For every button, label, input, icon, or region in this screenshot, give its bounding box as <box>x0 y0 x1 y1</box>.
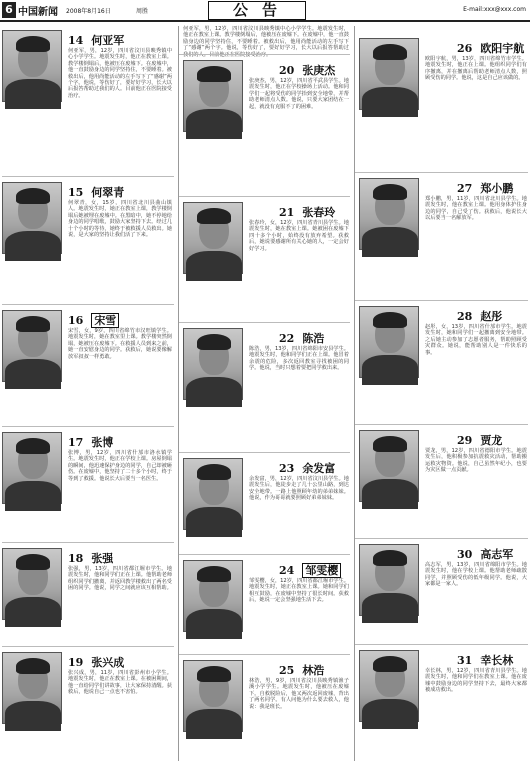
profile-text: 林浩，男，9岁，四川省汶川县映秀镇渔子溪小学学生。地震发生时，他被压在废墟下。自救脱险后，他又两次返回废墟，背出了两名同学。有人问他为什么要去救人，他说：我是班长。 <box>249 678 349 710</box>
profile-entry <box>359 34 528 172</box>
profile-name: 31 幸长林 <box>457 654 514 667</box>
profile-text: 何亚军，男，12岁，四川省汶川县映秀镇中心小学学生。地震发生时，他正在教室上课。教学楼倒塌后，他被压在废墟下。在废墟中，他一直鼓励身边的同学坚持住，不要睡着。被救出后，他用尚能活动的左手写下了“感谢”两个字。他说，等伤好了，要好好学习，长大以后报答帮助过我们的人。目前他正在医院接受治疗。 <box>68 48 172 99</box>
profile-name: 14 何亚军 <box>68 34 125 47</box>
portrait-photo <box>359 38 419 110</box>
profile-entry <box>359 646 528 760</box>
editor-name: 周胜 <box>136 8 149 15</box>
profile-entry <box>183 656 350 760</box>
profile-text: 欧阳宇航，男，13岁，四川省绵竹市学生。地震发生时，他正在上课。他组织同学们有序撤离，并在撤离后帮助老师清点人数，照顾受伤的同学。他说，这是自己应该做的。 <box>425 56 527 82</box>
profile-name: 15 何翠青 <box>68 186 125 199</box>
profile-name: 29 贾龙 <box>457 434 503 447</box>
profile-entry <box>359 174 528 300</box>
profile-text: 贾龙，男，12岁，四川省德阳市学生。地震发生后，他积极参加抗震救灾活动，帮助搬运救灾物资。他说，自己虽然年纪小，也要为灾区做一点贡献。 <box>425 448 527 474</box>
profile-name: 23 余发富 <box>279 462 336 475</box>
profile-entry <box>2 428 174 542</box>
profile-name: 24 邹雯樱 <box>279 562 341 578</box>
portrait-photo <box>183 202 243 274</box>
profile-entry <box>183 324 350 452</box>
profile-name: 28 赵彤 <box>457 310 503 323</box>
profile-name: 21 张春玲 <box>279 206 336 219</box>
profile-text: 陈浩，男，13岁，四川省绵阳市安县学生。地震发生时，他和同学们正在上课。他冒着余震的危险，多次返回教室寻找被困的同学。他说，当时只想着要把同学救出来。 <box>249 346 349 372</box>
profile-text: 宋雪，女，9岁，四川省绵竹市汉旺镇学生。地震发生时，她在教室里上课。教学楼突然倒塌，她被压在废墟下。在救援人员到来之前，她一直安慰身边的同学。获救后，她说要像解放军叔叔一样勇敢。 <box>68 328 172 360</box>
portrait-photo <box>359 650 419 722</box>
column-left <box>2 26 174 761</box>
portrait-photo <box>2 432 62 504</box>
profile-entry <box>2 178 174 304</box>
profile-name: 27 郑小鹏 <box>457 182 514 195</box>
profile-text: 张春玲，女，12岁，四川省青川县学生。地震发生时，她在教室上课。她被困在废墟下四十多个小时，始终没有放弃希望。获救后，她说要感谢所有关心她的人，一定会好好学习。 <box>249 220 349 252</box>
profile-text: 张强，男，13岁，四川省都江堰市学生。地震发生时，他和同学们正在上课。他帮助老师组织同学们撤离，并返回教学楼救出了两名受困的同学。他说，同学之间就应该互相帮助。 <box>68 566 172 592</box>
profile-name: 22 陈浩 <box>279 332 325 345</box>
profile-name: 18 张强 <box>68 552 114 565</box>
portrait-photo <box>2 548 62 620</box>
portrait-photo <box>2 310 62 382</box>
profile-name: 30 高志军 <box>457 548 514 561</box>
portrait-photo <box>2 182 62 254</box>
column-right <box>354 26 528 761</box>
page-header <box>0 0 530 22</box>
profile-name: 26 欧阳宇航 <box>457 42 525 55</box>
profile-text: 幸长林，男，12岁，四川省青川县学生。地震发生时，他和同学们在教室上课。他在废墟中鼓励身边的同学坚持下去，最终大家都被成功救出。 <box>425 668 527 694</box>
profile-entry <box>2 306 174 426</box>
portrait-photo <box>2 30 62 102</box>
profile-text: 张庚杰，男，12岁，四川省平武县学生。地震发生时，他正在学校操场上活动。他和同学们一起将受伤的同学抬到安全地带，并帮助老师清点人数。他说，只要大家团结在一起，就没有克服不了的困难。 <box>249 78 349 110</box>
column-middle <box>178 26 350 761</box>
profile-text: 郑小鹏，男，11岁，四川省北川县学生。地震发生时，他在教室上课。他用身体护住身边的同学，自己受了伤。获救后，他说长大以后要当一名解放军。 <box>425 196 527 222</box>
profile-text: 赵彤，女，13岁，四川省什邡市学生。地震发生时，她和同学们一起撤离到安全地带。之后她主动参加了志愿者服务，帮助照顾受灾群众。她说，能帮助别人是一件快乐的事。 <box>425 324 527 356</box>
portrait-photo <box>183 328 243 400</box>
profile-entry <box>359 302 528 424</box>
portrait-photo <box>359 178 419 250</box>
profile-entry <box>2 648 174 760</box>
profile-text: 邹雯樱，女，12岁，四川省都江堰市学生。地震发生时，她正在教室上课。她和同学们相互鼓励，在废墟中坚持了很长时间。获救后，她说一定会坚强地生活下去。 <box>249 578 349 604</box>
profile-entry <box>183 56 350 196</box>
continued-text: 何亚军，男，12岁，四川省汶川县映秀镇中心小学学生。地震发生时，他正在教室上课。教学楼倒塌后，他被压在废墟下。在废墟中，他一直鼓励身边的同学坚持住，不要睡着。被救出后，他用尚能活动的左手写下了“感谢”两个字。他说，等伤好了，要好好学习，长大以后报答帮助过我们的人。目前他正在医院接受治疗。 <box>183 26 350 58</box>
contact-email: E-mail:xxx@xxx.com <box>463 6 526 13</box>
profile-text: 张兴成，男，11岁，四川省彭州市小学生。地震发生时，他正在教室上课。在被困期间，他一直给同学们讲故事，让大家保持清醒。获救后，他说自己一点也不害怕。 <box>68 670 172 696</box>
portrait-photo <box>2 652 62 724</box>
portrait-photo <box>183 458 243 530</box>
issue-date: 2008年8月16日 <box>66 8 111 15</box>
profile-entry <box>2 544 174 646</box>
profile-name: 20 张庚杰 <box>279 64 336 77</box>
page-number: 6 <box>2 2 16 18</box>
profile-text: 余发富，男，12岁，四川省汶川县学生。地震发生后，他徒步走了几十公里山路，到达安全地带。一路上他照顾年幼的弟弟妹妹。他说，作为哥哥就要照顾好弟弟妹妹。 <box>249 476 349 502</box>
profile-entry <box>359 426 528 538</box>
profile-entry <box>183 198 350 322</box>
portrait-photo <box>359 306 419 378</box>
portrait-photo <box>183 560 243 632</box>
profile-name: 17 张博 <box>68 436 114 449</box>
profile-name: 19 张兴成 <box>68 656 125 669</box>
section-title: 公告 <box>208 1 306 20</box>
profile-entry <box>183 454 350 554</box>
profile-text: 张博，男，12岁，四川省什邡市洛水镇学生。地震发生时，他正在学校上课。房屋倒塌的瞬间，他迅速保护身边的同学，自己却被砸伤。在废墟中，他坚持了二十多个小时，终于等到了救援。他说长大后要当一名医生。 <box>68 450 172 482</box>
profile-text: 何翠青，女，15岁，四川省北川县曲山镇人。地震发生时，她正在教室上课，教学楼倒塌后她被埋在废墟中。在黑暗中，她不停地给身边的同学唱歌，鼓励大家坚持下去。经过几十个小时的等待，她终于被救援人员救出。她说，是大家的坚持让我们活了下来。 <box>68 200 172 239</box>
portrait-photo <box>183 660 243 732</box>
profile-text: 高志军，男，13岁，四川省绵阳市学生。地震发生时，他在学校上课。他帮助老师疏散同学，并照顾受伤的低年级同学。他说，大家都是一家人。 <box>425 562 527 588</box>
profile-entry <box>2 26 174 176</box>
portrait-photo <box>183 60 243 132</box>
profile-entry <box>183 556 350 654</box>
profile-entry <box>359 540 528 644</box>
profile-name: 25 林浩 <box>279 664 325 677</box>
profile-name: 16 宋雪 <box>68 312 119 328</box>
newspaper-brand: 中国新闻 <box>18 7 58 18</box>
portrait-photo <box>359 430 419 502</box>
portrait-photo <box>359 544 419 616</box>
